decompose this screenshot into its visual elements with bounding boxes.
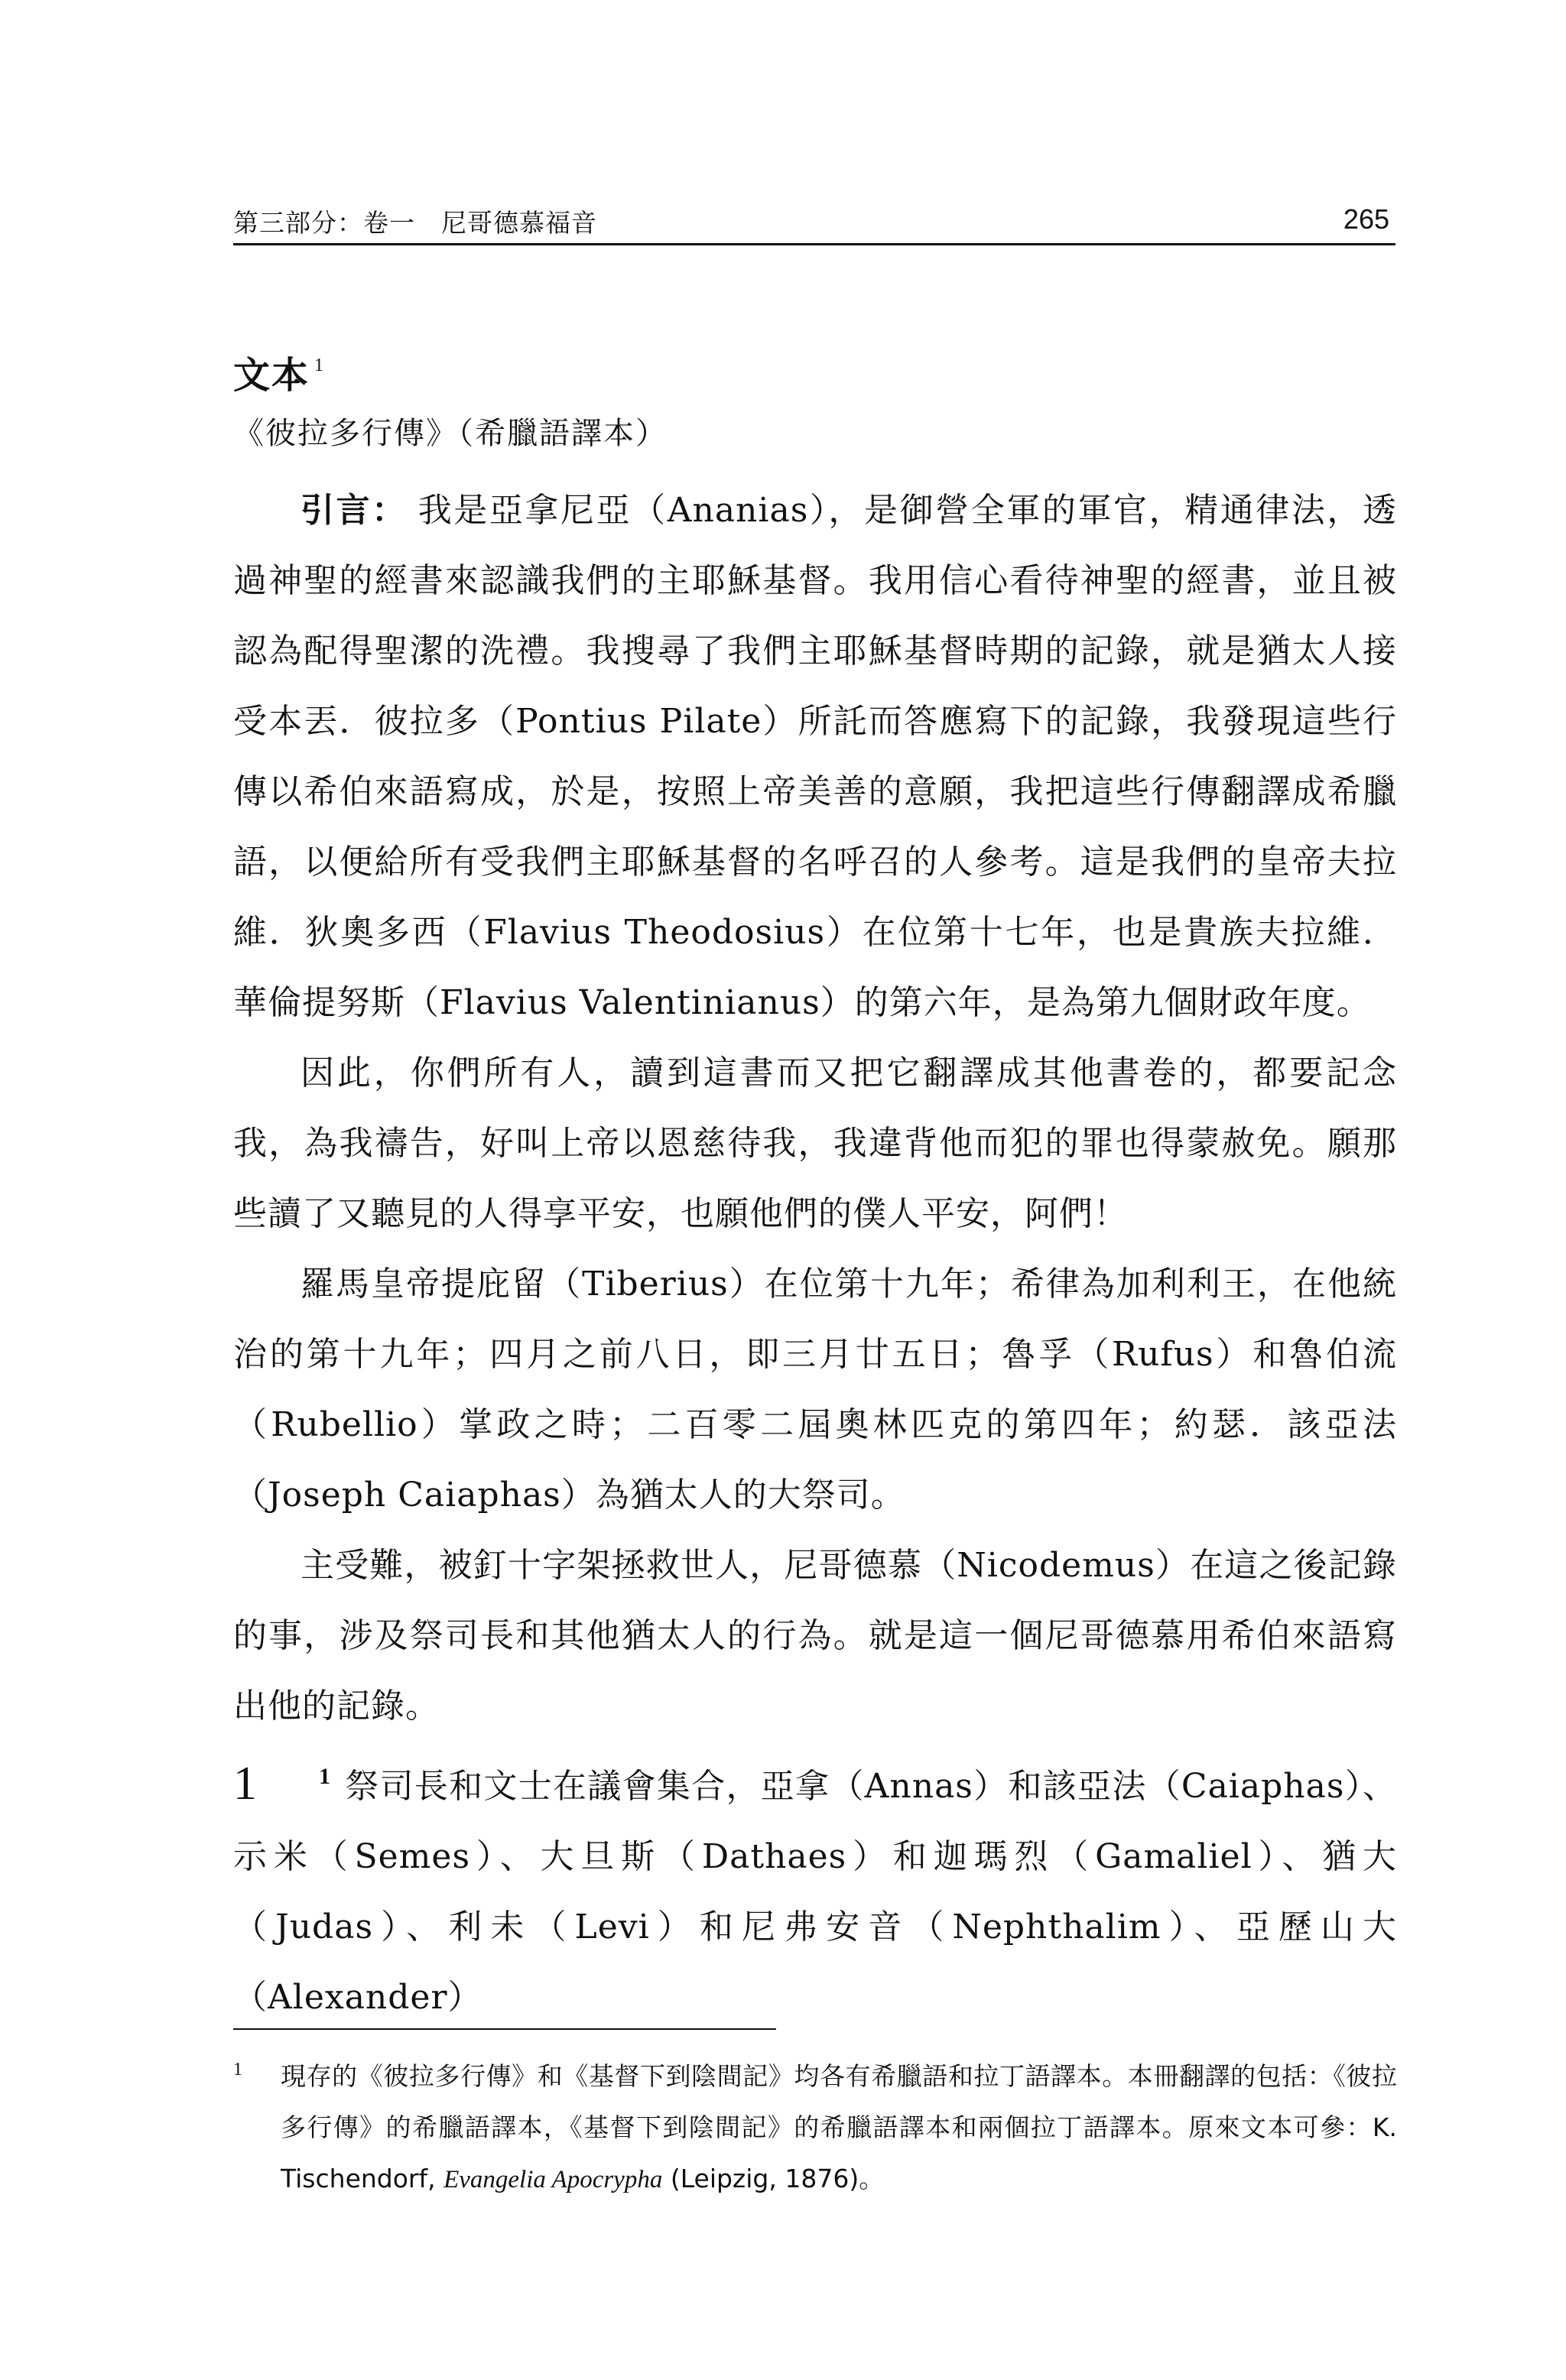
body-text <box>233 476 1397 2033</box>
running-header <box>233 200 1395 245</box>
footnote-text <box>281 2050 1397 2206</box>
chapter-number: 1 <box>233 1758 258 1810</box>
page-number: 265 <box>1343 203 1389 235</box>
body-paragraph: 羅馬皇帝提庇留（Tiberius）在位第十九年；希律為加利利王，在他統治的第十九年；四月之前八日，即三月廿五日；魯孚（Rufus）和魯伯流（Rubellio）掌政之時；二百零二屆奧林匹克的第四年；約瑟．該亞法（Joseph Caiaphas）為猶太人的大祭司。 <box>233 1265 1397 1515</box>
intro-paragraph <box>233 476 1397 1038</box>
intro-label: 引言： <box>301 491 408 530</box>
section-subheading: 《彼拉多行傳》（希臘語譯本） <box>233 416 668 451</box>
chapter-paragraph <box>233 1742 1397 2033</box>
footnote-divider <box>233 2028 776 2030</box>
footnote <box>233 2050 1397 2206</box>
footnote-source-tail: (Leipzig, 1876)。 <box>662 2164 885 2193</box>
verse-text: 祭司長和文士在議會集合，亞拿（Annas）和該亞法（Caiaphas）、示米（Semes）、大旦斯（Dathaes）和迦瑪烈（Gamaliel）、猶大（Judas）、利未（Levi）和尼弗安音（Nephthalim）、亞歷山大（Alexander） <box>233 1767 1397 2017</box>
section-heading <box>233 346 325 398</box>
footnote-marker: 1 <box>233 2060 242 2080</box>
footnote-source-title: Evangelia Apocrypha <box>443 2166 663 2193</box>
body-paragraph: 因此，你們所有人，讀到這書而又把它翻譯成其他書卷的，都要記念我，為我禱告，好叫上帝以恩慈待我，我違背他而犯的罪也得蒙赦免。願那些讀了又聽見的人得享平安，也願他們的僕人平安，阿們！ <box>233 1054 1397 1233</box>
footnote-reference[interactable]: 1 <box>314 356 326 375</box>
intro-paragraph-text: 我是亞拿尼亞（Ananias），是御營全軍的軍官，精通律法，透過神聖的經書來認識我們的主耶穌基督。我用信心看待神聖的經書，並且被認為配得聖潔的洗禮。我搜尋了我們主耶穌基督時期的記錄，就是猶太人接受本丟．彼拉多（Pontius Pilate）所託而答應寫下的記錄，我發現這些行傳以希伯來語寫成，於是，按照上帝美善的意願，我把這些行傳翻譯成希臘語，以便給所有受我們主耶穌基督的名呼召的人參考。這是我們的皇帝夫拉維．狄奧多西（Flavius Theodosius）在位第十七年，也是貴族夫拉維．華倫提努斯（Flavius Valentinianus）的第六年，是為第九個財政年度。 <box>233 491 1397 1022</box>
body-paragraph: 主受難，被釘十字架拯救世人，尼哥德慕（Nicodemus）在這之後記錄的事，涉及祭司長和其他猶太人的行為。就是這一個尼哥德慕用希伯來語寫出他的記錄。 <box>233 1546 1397 1726</box>
running-title: 第三部分：卷一 尼哥德慕福音 <box>233 208 597 238</box>
section-title: 文本 <box>233 354 310 397</box>
verse-number: 1 <box>319 1764 331 1789</box>
footnote-body: 現存的《彼拉多行傳》和《基督下到陰間記》均各有希臘語和拉丁語譯本。本冊翻譯的包括：《彼拉多行傳》的希臘語譯本，《基督下到陰間記》的希臘語譯本和兩個拉丁語譯本。原來文本可參：K. Tischendorf, <box>281 2061 1397 2193</box>
